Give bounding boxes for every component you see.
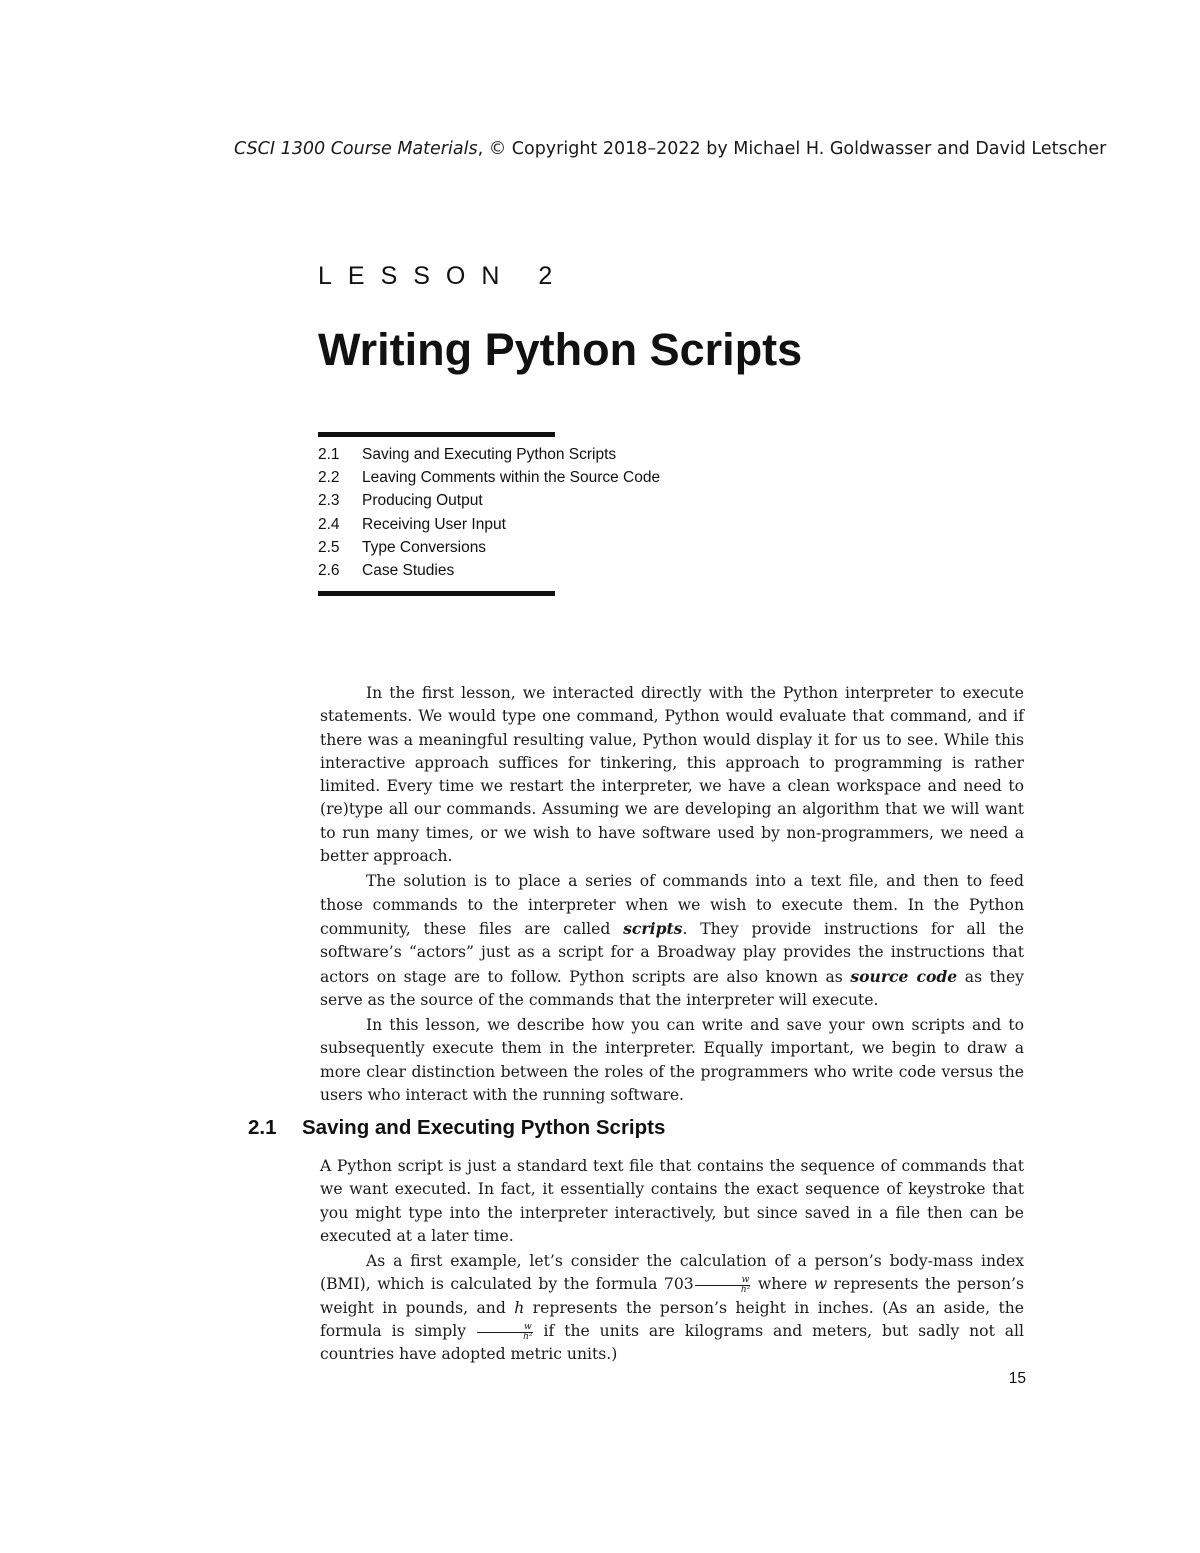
fraction-denominator: h² <box>740 1284 751 1295</box>
section-title: Saving and Executing Python Scripts <box>302 1116 666 1139</box>
toc-item[interactable] <box>318 559 738 582</box>
toc-item[interactable] <box>318 513 738 536</box>
toc-item[interactable] <box>318 466 738 489</box>
toc-item-title: Case Studies <box>362 561 455 579</box>
running-header <box>234 136 1107 162</box>
text-run: if the units are kilograms and meters, but sadly not all countries have adopted metric units.) <box>320 1322 1024 1364</box>
section-paragraph-1: A Python script is just a standard text file that contains the sequence of commands that we want executed. In fact, it essentially contains the exact sequence of keystroke that you might type into the interpreter interactively, but since saved in a file then can be executed at a later time. <box>320 1157 1024 1245</box>
toc-item-number: 2.5 <box>318 538 340 556</box>
section-heading <box>248 1114 665 1142</box>
toc-item[interactable] <box>318 443 738 466</box>
variable-h: h <box>514 1298 525 1317</box>
variable-w: w <box>813 1275 828 1294</box>
term-scripts: scripts <box>623 918 683 938</box>
toc-top-rule <box>318 432 555 437</box>
toc-item-title: Type Conversions <box>362 538 487 556</box>
section-number: 2.1 <box>248 1116 277 1139</box>
section-text <box>320 1155 1024 1367</box>
toc-item-number: 2.6 <box>318 561 340 579</box>
toc-item-title: Receiving User Input <box>362 515 506 533</box>
metric-fraction <box>477 1323 533 1342</box>
text-run: where <box>751 1275 814 1294</box>
copyright-notice: , © Copyright 2018–2022 by Michael H. Goldwasser and David Letscher <box>477 139 1107 159</box>
toc-item-number: 2.3 <box>318 492 340 510</box>
toc-item-title: Leaving Comments within the Source Code <box>362 469 661 487</box>
bmi-fraction <box>695 1276 751 1295</box>
toc-item[interactable] <box>318 536 738 559</box>
intro-paragraph-3: In this lesson, we describe how you can write and save your own scripts and to subsequently execute them in the interpreter. Equally important, we begin to draw a more clear distinction between the roles of the programmers who write code versus the users who interact with the running software. <box>320 1016 1024 1105</box>
fraction-denominator: h² <box>523 1331 533 1342</box>
text-run: represents the person’s weight in pounds, and <box>320 1275 1025 1317</box>
lesson-label: LESSON 2 <box>318 262 569 290</box>
toc-item-number: 2.1 <box>318 446 340 463</box>
term-source-code: source code <box>850 966 958 986</box>
intro-text <box>320 682 1024 1107</box>
toc-item-title: Saving and Executing Python Scripts <box>362 446 617 463</box>
intro-paragraph-2 <box>320 870 1024 1012</box>
toc-bottom-rule <box>318 591 555 596</box>
fraction-numerator: w <box>695 1276 751 1286</box>
text-run: . They provide instructions for all the software’s “actors” just as a script for a Broadway play provides the instructions that actors on stage are to follow. Python scripts are also known as <box>320 919 1024 986</box>
toc-item-number: 2.4 <box>318 515 340 533</box>
text-run: as they serve as the source of the commands that the interpreter will execute. <box>320 967 1024 1009</box>
text-run: The solution is to place a series of commands into a text file, and then to feed those commands to the interpreter when we wish to execute them. In the Python community, these files are called <box>320 872 1024 938</box>
chapter-title: Writing Python Scripts <box>318 324 803 375</box>
text-run: represents the person’s height in inches. (As an aside, the formula is simply <box>320 1298 1025 1341</box>
page-number: 15 <box>1008 1370 1026 1387</box>
intro-paragraph-1: In the first lesson, we interacted directly with the Python interpreter to execute statements. We would type one command, Python would evaluate that command, and if there was a meaningful resulting value, Python would display it for us to see. While this interactive approach suffices for tinkering, this approach to programming is rather limited. Every time we restart the interpreter, we have a clean workspace and need to (re)type all our commands. Assuming we are developing an algorithm that we will want to run many times, or we wish to have software used by non-programmers, we need a better approach. <box>320 684 1024 866</box>
table-of-contents <box>318 443 738 582</box>
toc-item-number: 2.2 <box>318 469 340 487</box>
toc-item[interactable] <box>318 489 738 512</box>
toc-item-title: Producing Output <box>362 492 483 510</box>
fraction-numerator: w <box>477 1323 533 1333</box>
section-paragraph-2 <box>320 1250 1024 1366</box>
text-run: As a first example, let’s consider the calculation of a person’s body-mass index (BMI), which is calculated by the formula 703 <box>320 1252 1024 1294</box>
course-name: CSCI 1300 Course Materials <box>234 139 478 159</box>
